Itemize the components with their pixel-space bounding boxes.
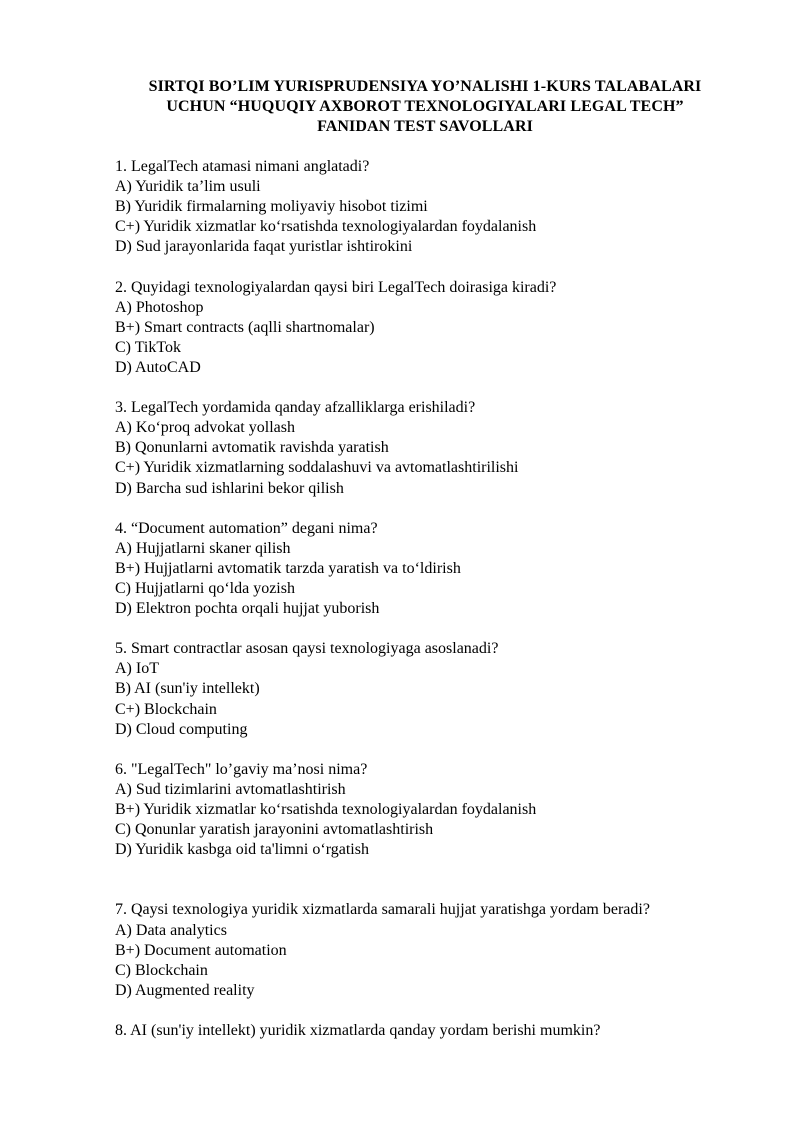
title-line: UCHUN “HUQUQIY AXBOROT TEXNOLOGIYALARI LEGAL TECH”	[166, 98, 684, 115]
question-block-1	[115, 157, 775, 257]
answer-option: A) Data analytics	[115, 921, 227, 939]
question-block-4	[115, 519, 775, 619]
question-block-6	[115, 760, 775, 860]
question-list	[115, 157, 775, 1061]
answer-option: A) Yuridik ta’lim usuli	[115, 178, 261, 196]
answer-option: B+) Smart contracts (aqlli shartnomalar)	[115, 318, 375, 336]
answer-option: C) Qonunlar yaratish jarayonini avtomatlashtirish	[115, 821, 434, 839]
answer-option: B) Qonunlarni avtomatik ravishda yaratish	[115, 439, 389, 457]
answer-option: A) Ko‘proq advokat yollash	[115, 419, 295, 437]
answer-option: D) Cloud computing	[115, 720, 248, 738]
answer-option: B) AI (sun'iy intellekt)	[115, 680, 260, 698]
question-block-8	[115, 1021, 775, 1041]
answer-option: A) IoT	[115, 660, 159, 678]
answer-option: C+) Blockchain	[115, 700, 217, 718]
answer-option: C) Blockchain	[115, 961, 208, 979]
question-text: 4. “Document automation” degani nima?	[115, 519, 378, 537]
question-text: 1. LegalTech atamasi nimani anglatadi?	[115, 158, 370, 175]
answer-option: B+) Yuridik xizmatlar ko‘rsatishda texnologiyalardan foydalanish	[115, 801, 537, 818]
answer-option: C+) Yuridik xizmatlarning soddalashuvi va avtomatlashtirilishi	[115, 459, 519, 477]
answer-option: D) Yuridik kasbga oid ta'limni o‘rgatish	[115, 841, 369, 859]
question-block-7	[115, 900, 775, 1000]
question-block-2	[115, 278, 775, 378]
answer-option: C+) Yuridik xizmatlar ko‘rsatishda texnologiyalardan foydalanish	[115, 218, 537, 236]
answer-option: A) Photoshop	[115, 298, 204, 316]
answer-option: D) Sud jarayonlarida faqat yuristlar ishtirokini	[115, 238, 413, 256]
question-block-3	[115, 398, 775, 498]
question-text: 2. Quyidagi texnologiyalardan qaysi biri LegalTech doirasiga kiradi?	[115, 278, 557, 296]
document-title	[100, 77, 750, 137]
answer-option: C) TikTok	[115, 338, 182, 356]
title-line: SIRTQI BO’LIM YURISPRUDENSIYA YO’NALISHI 1-KURS TALABALARI	[148, 78, 702, 95]
title-line: FANIDAN TEST SAVOLLARI	[317, 118, 533, 135]
answer-option: B+) Document automation	[115, 941, 287, 959]
question-text: 7. Qaysi texnologiya yuridik xizmatlarda samarali hujjat yaratishga yordam beradi?	[115, 901, 650, 919]
answer-option: D) AutoCAD	[115, 358, 201, 376]
answer-option: D) Elektron pochta orqali hujjat yuborish	[115, 600, 380, 618]
question-text: 6. "LegalTech" lo’gaviy ma’nosi nima?	[115, 760, 368, 778]
answer-option: C) Hujjatlarni qo‘lda yozish	[115, 579, 295, 597]
question-text: 5. Smart contractlar asosan qaysi texnologiyaga asoslanadi?	[115, 640, 499, 658]
answer-option: A) Sud tizimlarini avtomatlashtirish	[115, 780, 346, 798]
answer-option: D) Barcha sud ishlarini bekor qilish	[115, 479, 344, 497]
answer-option: B+) Hujjatlarni avtomatik tarzda yaratish va to‘ldirish	[115, 559, 461, 577]
answer-option: B) Yuridik firmalarning moliyaviy hisobot tizimi	[115, 198, 428, 216]
question-text: 8. AI (sun'iy intellekt) yuridik xizmatlarda qanday yordam berishi mumkin?	[115, 1022, 601, 1040]
answer-option: D) Augmented reality	[115, 981, 255, 999]
question-block-5	[115, 639, 775, 739]
answer-option: A) Hujjatlarni skaner qilish	[115, 539, 291, 557]
question-text: 3. LegalTech yordamida qanday afzalliklarga erishiladi?	[115, 399, 476, 417]
